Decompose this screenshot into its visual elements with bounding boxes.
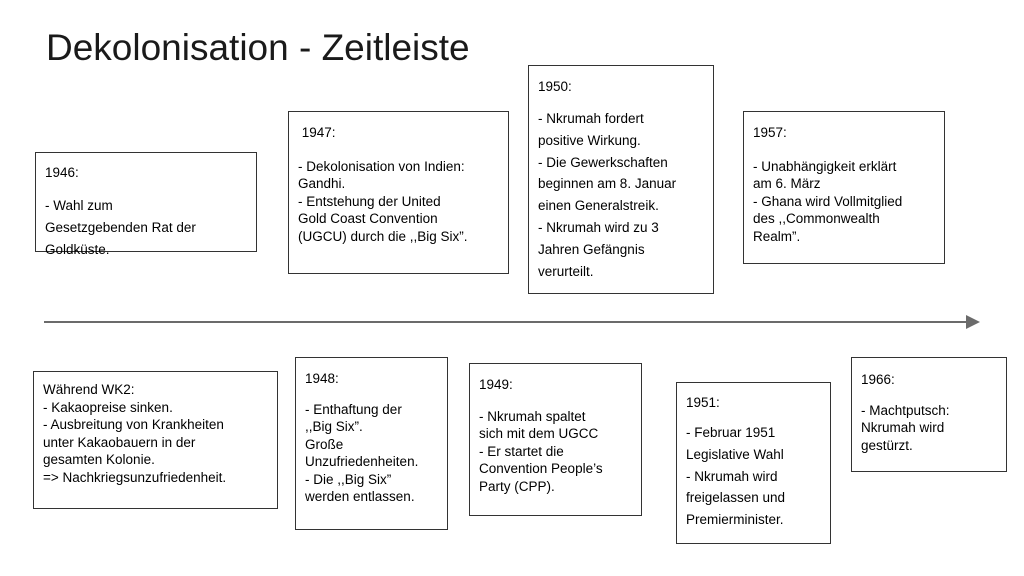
event-card-1957 bbox=[743, 111, 945, 264]
event-line: einen Generalstreik. bbox=[538, 198, 659, 214]
event-line: - Unabhängigkeit erklärt bbox=[753, 158, 897, 174]
event-year: 1966: bbox=[861, 372, 895, 387]
event-line: am 6. März bbox=[753, 176, 821, 192]
page-title: Dekolonisation - Zeitleiste bbox=[46, 27, 470, 68]
event-line: - Wahl zum bbox=[45, 197, 113, 213]
event-line: - Ausbreitung von Krankheiten bbox=[43, 417, 224, 433]
event-line: - Machtputsch: bbox=[861, 402, 950, 418]
event-year: 1947: bbox=[298, 125, 336, 140]
event-year: 1949: bbox=[479, 377, 513, 392]
event-line: - Entstehung der United bbox=[298, 193, 441, 209]
event-line: - Ghana wird Vollmitglied bbox=[753, 193, 903, 209]
event-card-wk2 bbox=[33, 371, 278, 509]
event-year: Während WK2: bbox=[43, 382, 135, 397]
event-line: - Dekolonisation von Indien: bbox=[298, 158, 465, 174]
event-line: (UGCU) durch die ,,Big Six”. bbox=[298, 228, 468, 244]
event-line: Legislative Wahl bbox=[686, 446, 784, 462]
event-line: - Nkrumah wird zu 3 bbox=[538, 220, 659, 236]
event-card-1948 bbox=[295, 357, 448, 530]
event-line: werden entlassen. bbox=[305, 489, 415, 505]
event-line: ,,Big Six”. bbox=[305, 419, 363, 435]
event-line: positive Wirkung. bbox=[538, 132, 641, 148]
event-line: verurteilt. bbox=[538, 263, 594, 279]
event-line: Nkrumah wird bbox=[861, 420, 945, 436]
event-line: Goldküste. bbox=[45, 241, 110, 257]
event-line: - Die ,,Big Six” bbox=[305, 471, 392, 487]
event-card-1949 bbox=[469, 363, 642, 516]
timeline-arrowhead bbox=[966, 315, 980, 329]
event-line: Premierminister. bbox=[686, 512, 784, 528]
event-line: Convention People’s bbox=[479, 461, 603, 477]
event-line: Party (CPP). bbox=[479, 478, 555, 494]
event-line: - Enthaftung der bbox=[305, 401, 402, 417]
event-line: - Nkrumah fordert bbox=[538, 110, 644, 126]
event-line: Große bbox=[305, 436, 344, 452]
event-line: - Nkrumah wird bbox=[686, 468, 778, 484]
event-line: => Nachkriegsunzufriedenheit. bbox=[43, 469, 227, 485]
event-line: - Nkrumah spaltet bbox=[479, 408, 586, 424]
event-year: 1957: bbox=[753, 125, 787, 140]
event-line: Realm”. bbox=[753, 228, 801, 244]
event-line: beginnen am 8. Januar bbox=[538, 176, 677, 192]
event-line: freigelassen und bbox=[686, 490, 786, 506]
event-line: des ,,Commonwealth bbox=[753, 211, 880, 227]
event-year: 1950: bbox=[538, 79, 572, 94]
event-line: Gandhi. bbox=[298, 176, 346, 192]
event-line: gesamten Kolonie. bbox=[43, 452, 155, 468]
event-year: 1946: bbox=[45, 165, 79, 180]
event-card-1947 bbox=[288, 111, 509, 274]
event-line: Jahren Gefängnis bbox=[538, 242, 645, 258]
event-line: Gesetzgebenden Rat der bbox=[45, 219, 196, 235]
event-line: Gold Coast Convention bbox=[298, 211, 438, 227]
event-year: 1951: bbox=[686, 395, 720, 410]
event-card-1946 bbox=[35, 152, 257, 257]
event-line: gestürzt. bbox=[861, 437, 913, 453]
event-year: 1948: bbox=[305, 371, 339, 386]
event-line: - Februar 1951 bbox=[686, 424, 776, 440]
event-card-1950 bbox=[528, 65, 714, 294]
event-line: sich mit dem UGCC bbox=[479, 426, 599, 442]
event-line: unter Kakaobauern in der bbox=[43, 434, 196, 450]
event-line: - Die Gewerkschaften bbox=[538, 154, 668, 170]
event-card-1951 bbox=[676, 382, 831, 544]
event-line: - Kakaopreise sinken. bbox=[43, 399, 173, 415]
event-line: - Er startet die bbox=[479, 443, 564, 459]
event-card-1966 bbox=[851, 357, 1007, 472]
event-line: Unzufriedenheiten. bbox=[305, 454, 419, 470]
